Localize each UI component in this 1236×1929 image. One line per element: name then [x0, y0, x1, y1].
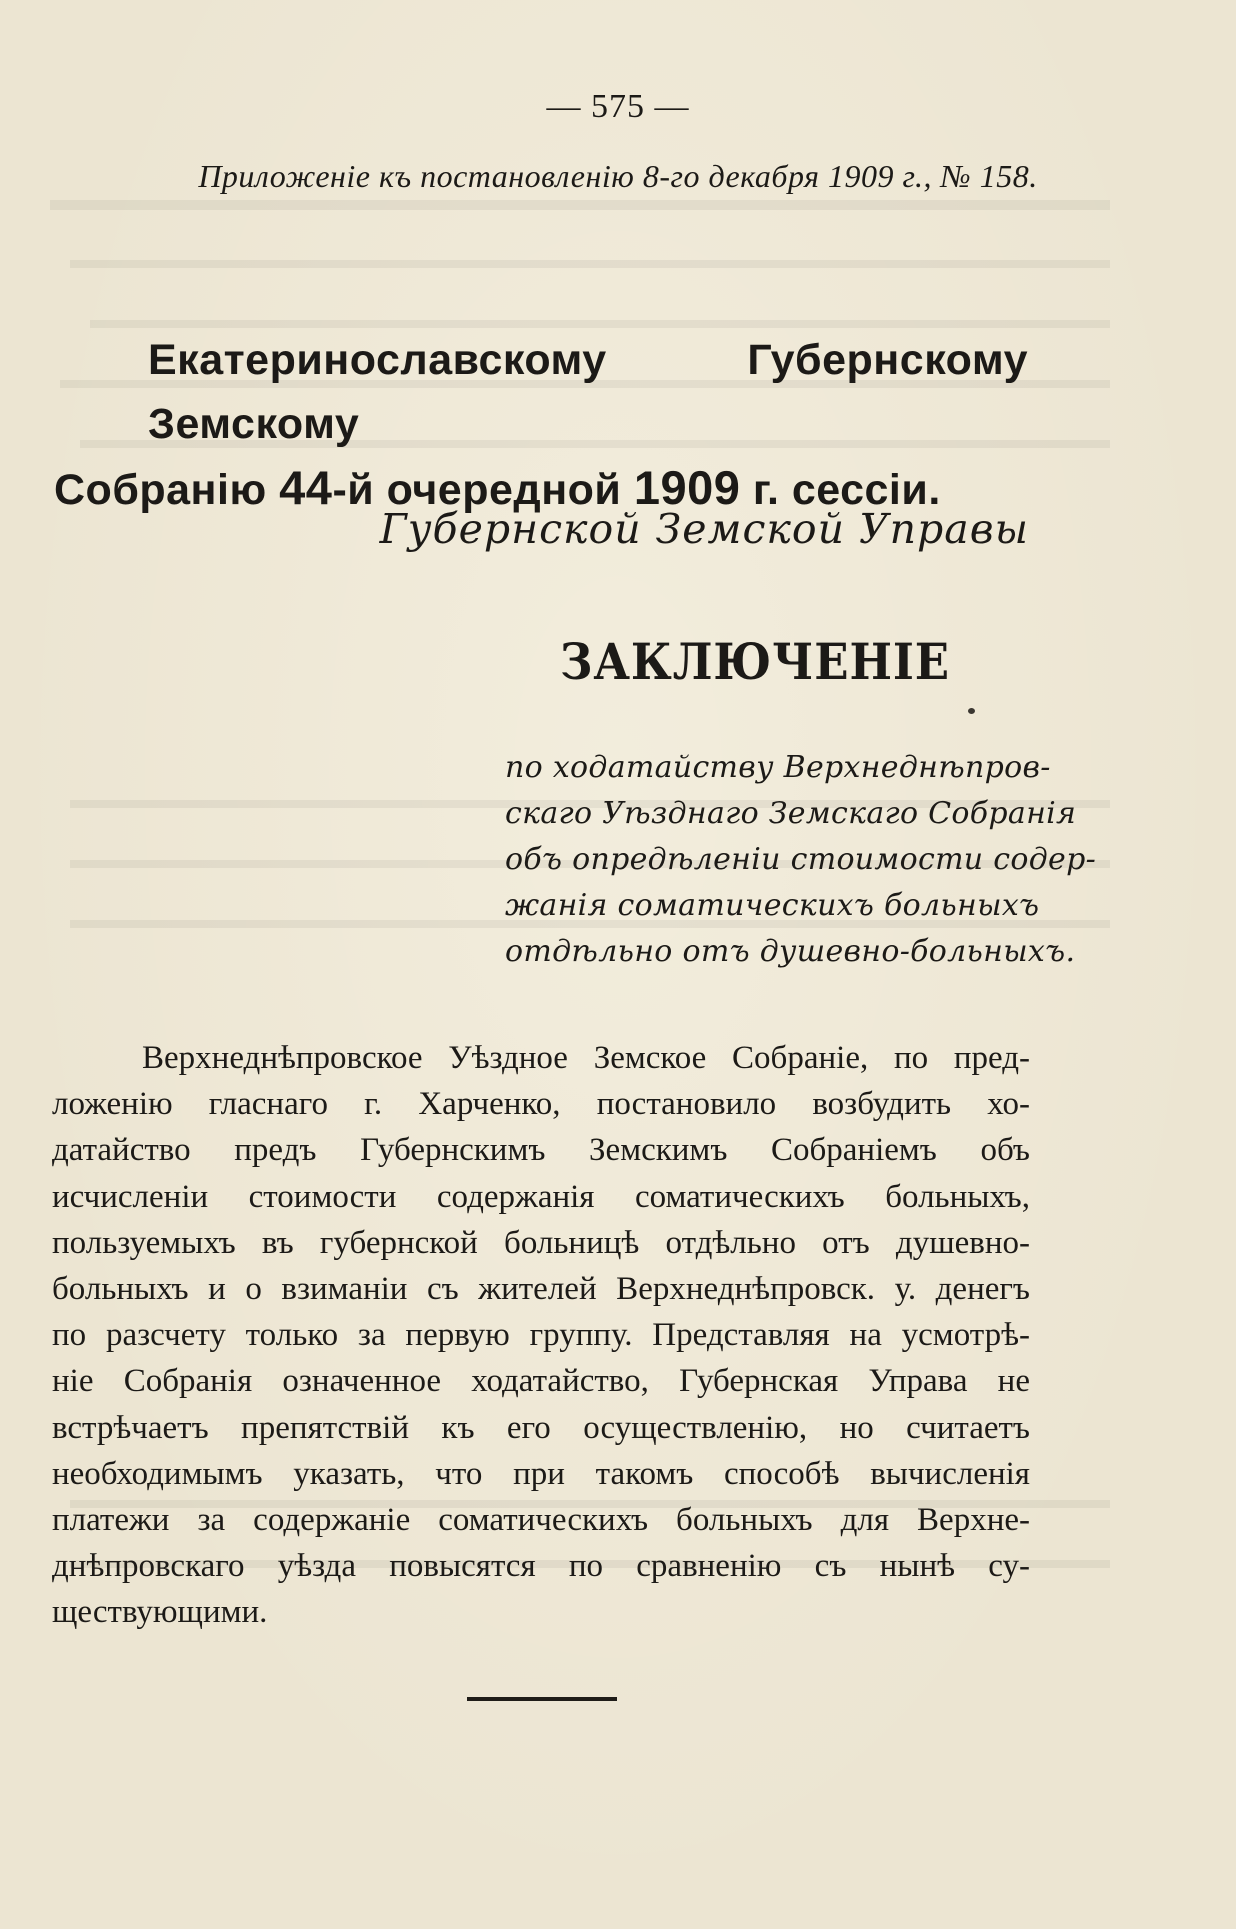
document-title: ЗАКЛЮЧЕНІЕ [560, 632, 951, 691]
body-line: ществующими. [52, 1594, 268, 1631]
subject-line: объ опредѣленіи стоимости содер- [505, 842, 1097, 877]
body-line: днѣпровскаго уѣзда повысятся по сравненію съ нынѣ су- [52, 1548, 1030, 1585]
heading-session-word: г. сессіи. [752, 466, 941, 514]
addressee-heading [54, 328, 1028, 522]
body-line: встрѣчаетъ препятствій къ его осуществленію, но считаетъ [52, 1409, 1030, 1446]
print-mark [968, 708, 975, 714]
body-line: платежи за содержаніе соматическихъ больныхъ для Верхне- [52, 1502, 1030, 1539]
body-line: датайство предъ Губернскимъ Земскимъ Собраніемъ объ [52, 1132, 1030, 1169]
body-line: ложенію гласнаго г. Харченко, постановило возбудить хо- [52, 1086, 1030, 1123]
issuer-line: Губернской Земской Управы [379, 505, 1029, 553]
heading-year: 1909 [633, 461, 741, 514]
heading-session-type: -й очередной [332, 466, 622, 514]
subject-line: по ходатайству Верхнеднѣпров- [505, 750, 1051, 785]
appendix-note: Приложеніе къ постановленію 8-го декабря 1909 г., № 158. [198, 158, 1038, 194]
body-line: по разсчету только за первую группу. Представляя на усмотрѣ- [52, 1317, 1030, 1354]
end-rule-divider [467, 1697, 617, 1701]
body-line: необходимымъ указать, что при такомъ способѣ вычисленія [52, 1455, 1030, 1492]
body-paragraph [52, 1035, 1030, 1636]
heading-assembly: Собранію [54, 466, 267, 514]
page-number: — 575 — [546, 88, 690, 125]
heading-session-number: 44 [279, 461, 333, 514]
body-line: Верхнеднѣпровское Уѣздное Земское Собраніе, по пред- [142, 1040, 1030, 1076]
subject-line: отдѣльно отъ душевно-больныхъ. [505, 934, 1076, 969]
subject-block [505, 745, 1097, 975]
heading-line-1: Екатеринославскому Губернскому Земскому [148, 336, 1028, 448]
body-line: ніе Собранія означенное ходатайство, Губернская Управа не [52, 1363, 1030, 1400]
body-line: исчисленіи стоимости содержанія соматическихъ больныхъ, [52, 1178, 1030, 1215]
subject-line: скаго Уѣзднаго Земскаго Собранія [505, 796, 1077, 831]
subject-line: жанія соматическихъ больныхъ [505, 888, 1040, 923]
body-line: больныхъ и о взиманіи съ жителей Верхнеднѣпровск. у. денегъ [52, 1271, 1030, 1308]
body-line: пользуемыхъ въ губернской больницѣ отдѣльно отъ душевно- [52, 1224, 1030, 1261]
